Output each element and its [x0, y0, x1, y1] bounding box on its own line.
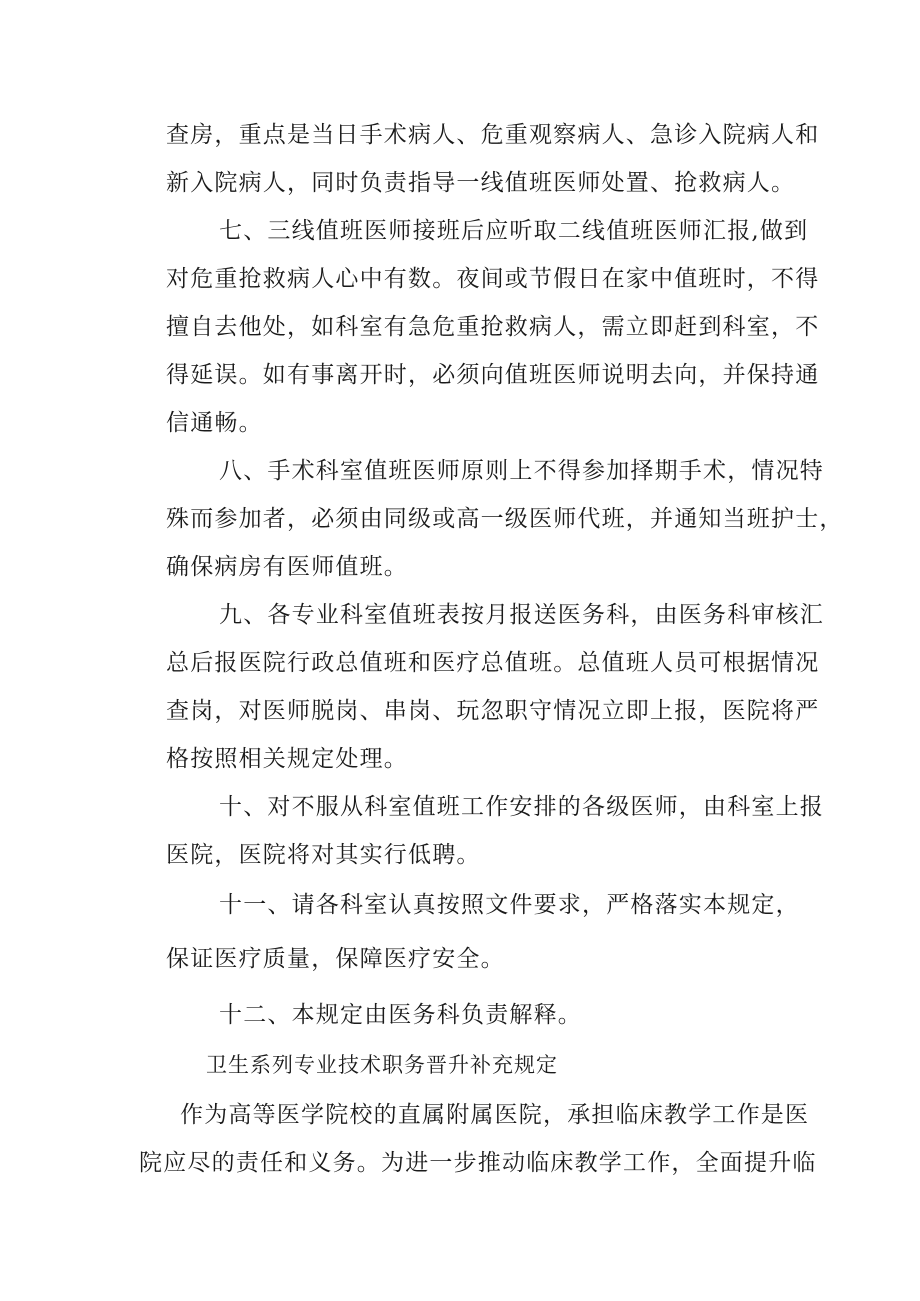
text-line: 确保病房有医师值班。: [166, 554, 408, 580]
text-line: 查岗，对医师脱岗、串岗、玩忽职守情况立即上报，医院将严: [166, 698, 820, 724]
section-9-line: 九、各专业科室值班表按月报送医务科，由医务科审核汇: [219, 602, 824, 628]
section-8-line: 八、手术科室值班医师原则上不得参加择期手术，情况特: [219, 458, 824, 484]
text-line: 格按照相关规定处理。: [166, 746, 408, 772]
text-line: 对危重抢救病人心中有数。夜间或节假日在家中值班时，不得: [166, 266, 820, 292]
text-line: 医院，医院将对其实行低聘。: [166, 842, 481, 868]
text-line: 殊而参加者，必须由同级或高一级医师代班，并通知当班护士，: [166, 506, 844, 532]
text-line: 作为高等医学院校的直属附属医院，承担临床教学工作是医: [180, 1102, 810, 1128]
text-line: 保证医疗质量，保障医疗安全。: [166, 946, 505, 972]
text-line: 得延误。如有事离开时，必须向值班医师说明去向，并保持通: [166, 362, 820, 388]
text-line: 查房，重点是当日手术病人、危重观察病人、急诊入院病人和: [166, 122, 820, 148]
text-line: 新入院病人，同时负责指导一线值班医师处置、抢救病人。: [166, 170, 796, 196]
text-line: 院应尽的责任和义务。为进一步推动临床教学工作，全面提升临: [139, 1150, 817, 1176]
section-7-line: 七、三线值班医师接班后应听取二线值班医师汇报,做到: [219, 218, 809, 244]
section-12-line: 十二、本规定由医务科负责解释。: [219, 1002, 582, 1028]
text-line: 擅自去他处，如科室有急危重抢救病人，需立即赶到科室，不: [166, 314, 820, 340]
section-title: 卫生系列专业技术职务晋升补充规定: [206, 1053, 558, 1077]
section-10-line: 十、对不服从科室值班工作安排的各级医师，由科室上报: [219, 794, 824, 820]
section-11-line: 十一、请各科室认真按照文件要求，严格落实本规定，: [219, 892, 800, 918]
text-line: 信通畅。: [166, 410, 263, 436]
text-line: 总后报医院行政总值班和医疗总值班。总值班人员可根据情况: [166, 650, 820, 676]
